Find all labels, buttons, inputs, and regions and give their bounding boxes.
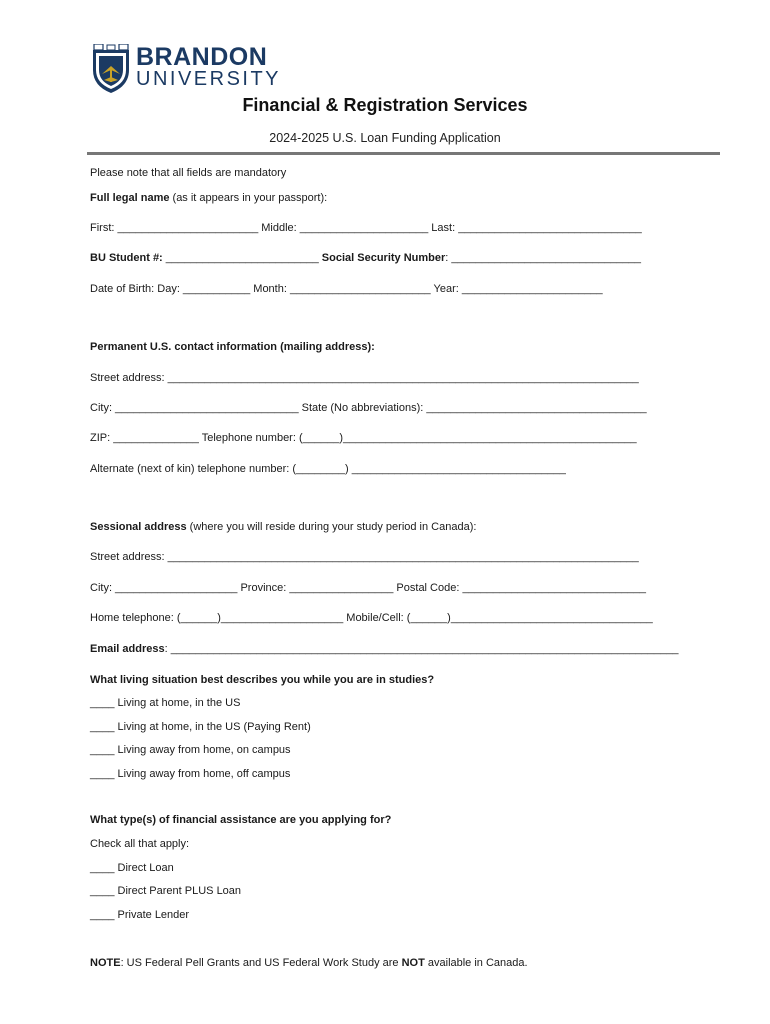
pell-grant-note [90,956,528,970]
sessional-address-label: Sessional address [90,521,187,533]
living-option[interactable]: ____ Living at home, in the US (Paying Rent) [90,721,311,733]
perm-zip-phone-fields[interactable]: ZIP: ______________ Telephone number: (______)________________________________________________ [90,432,637,444]
dob-fields[interactable]: Date of Birth: Day: ___________ Month: _______________________ Year: _______________________ [90,283,603,295]
note-label: NOTE [90,957,121,969]
living-option[interactable]: ____ Living away from home, off campus [90,768,291,780]
living-situation-question: What living situation best describes you while you are in studies? [90,674,435,686]
ssn-field[interactable]: : _______________________________ [445,252,642,264]
legal-name-label: Full legal name [90,192,170,204]
logo-wordmark-top: BRANDON [136,43,268,71]
email-label: Email address [90,643,165,655]
sessional-address-hint: (where you will reside during your study period in Canada): [186,521,477,533]
check-all-note: Check all that apply: [90,838,190,850]
assistance-option[interactable]: ____ Private Lender [90,909,190,921]
living-option[interactable]: ____ Living away from home, on campus [90,744,291,756]
assistance-question: What type(s) of financial assistance are you applying for? [90,814,392,826]
title-divider [87,152,720,155]
email-blank[interactable]: : ___________________________________________________________________________________ [164,643,679,655]
student-ssn-fields[interactable] [90,251,641,265]
name-fields[interactable]: First: _______________________ Middle: _____________________ Last: ______________________________ [90,222,642,234]
perm-street-field[interactable]: Street address: _____________________________________________________________________________ [90,372,639,384]
crest-icon [90,44,132,94]
sess-city-fields[interactable]: City: ____________________ Province: _________________ Postal Code: ______________________________ [90,582,646,594]
page-title: Financial & Registration Services [242,95,528,115]
sess-street-field[interactable]: Street address: _____________________________________________________________________________ [90,551,639,563]
note-not: NOT [401,957,425,969]
student-number-field[interactable]: _________________________ [165,252,322,264]
alt-phone-field[interactable]: Alternate (next of kin) telephone number: (________) ___________________________________ [90,463,566,475]
logo-wordmark-bottom: UNIVERSITY [136,68,282,90]
living-option[interactable]: ____ Living at home, in the US [90,697,241,709]
page-subtitle: 2024-2025 U.S. Loan Funding Application [269,131,501,145]
email-field[interactable] [90,642,678,656]
ssn-label: Social Security Number [321,252,446,264]
assistance-option[interactable]: ____ Direct Loan [90,862,174,874]
note-text: : US Federal Pell Grants and US Federal Work Study are [120,957,402,969]
student-number-label: BU Student #: [90,252,166,264]
permanent-contact-heading: Permanent U.S. contact information (mailing address): [90,341,375,353]
mandatory-note: Please note that all fields are mandatory [90,167,287,179]
sess-phone-fields[interactable]: Home telephone: (______)____________________ Mobile/Cell: (______)_________________________________ [90,612,653,624]
legal-name-hint: (as it appears in your passport): [169,192,328,204]
legal-name-heading [90,191,327,205]
perm-city-state-fields[interactable]: City: ______________________________ State (No abbreviations): ____________________________________ [90,402,647,414]
note-text-end: available in Canada. [424,957,528,969]
brandon-university-logo [90,44,280,94]
assistance-option[interactable]: ____ Direct Parent PLUS Loan [90,885,242,897]
sessional-address-heading [90,520,476,534]
